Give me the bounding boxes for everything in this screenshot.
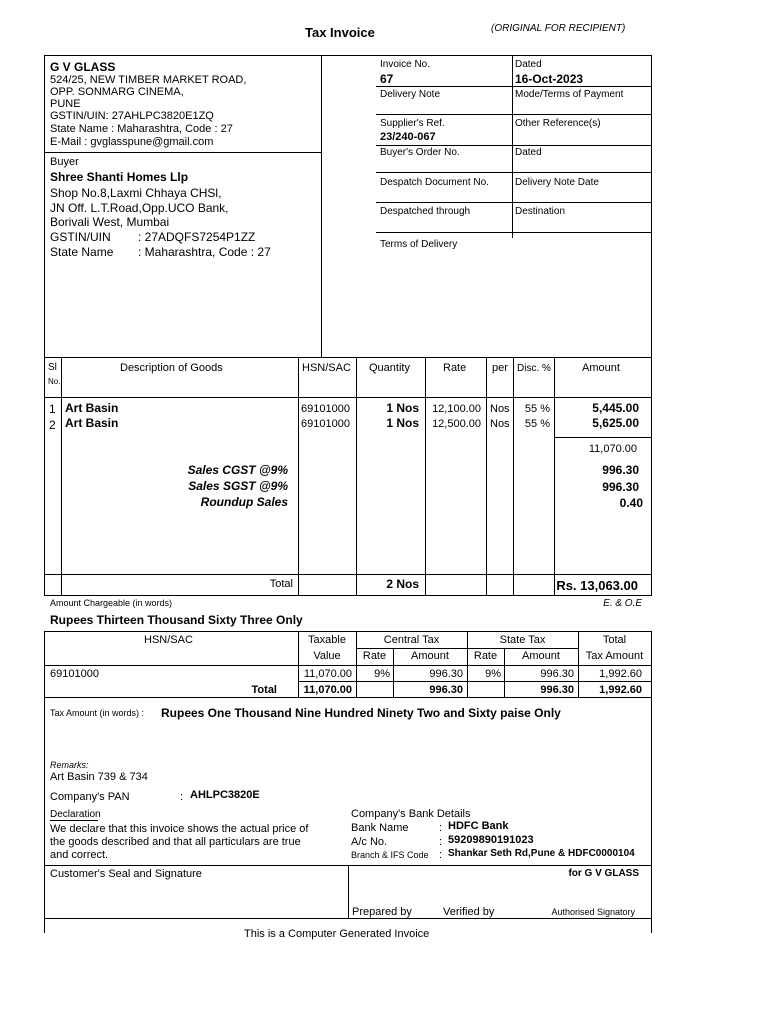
buyer-address-2: JN Off. L.T.Road,Opp.UCO Bank, bbox=[50, 201, 229, 215]
bank-name-value: HDFC Bank bbox=[448, 820, 509, 832]
item-quantity: 1 Nos bbox=[386, 416, 419, 430]
buyer-name: Shree Shanti Homes Llp bbox=[50, 170, 189, 184]
bank-ac-value: 59209890191023 bbox=[448, 834, 534, 846]
buyer-gstin-label: GSTIN/UIN bbox=[50, 230, 111, 244]
tax-row-c-rate: 9% bbox=[374, 668, 390, 680]
item-per: Nos bbox=[490, 403, 510, 415]
total-quantity: 2 Nos bbox=[386, 577, 419, 591]
item-description: Art Basin bbox=[65, 416, 119, 430]
pan-value: AHLPC3820E bbox=[190, 789, 260, 801]
dated2-label: Dated bbox=[515, 147, 542, 158]
pan-label: Company's PAN bbox=[50, 791, 130, 803]
bank-heading: Company's Bank Details bbox=[351, 808, 471, 820]
tax-total-taxable: 11,070.00 bbox=[303, 684, 352, 696]
invoice-no-label: Invoice No. bbox=[380, 59, 431, 70]
declaration-line-3: and correct. bbox=[50, 849, 109, 861]
bank-name-colon: : bbox=[439, 822, 443, 834]
buyer-gstin-value: : 27ADQFS7254P1ZZ bbox=[138, 230, 256, 244]
destination-label: Destination bbox=[515, 206, 566, 217]
suppliers-ref-label: Supplier's Ref. bbox=[380, 118, 445, 129]
tax-amount-cgst: 996.30 bbox=[602, 463, 639, 477]
authorised-signatory: Authorised Signatory bbox=[551, 907, 635, 917]
item-per: Nos bbox=[490, 418, 510, 430]
customer-seal-label: Customer's Seal and Signature bbox=[50, 868, 202, 880]
tax-col-central: Central Tax bbox=[383, 634, 440, 646]
invoice-title: Tax Invoice bbox=[305, 25, 375, 40]
item-hsn: 69101000 bbox=[301, 418, 350, 430]
buyer-state-value: : Maharashtra, Code : 27 bbox=[138, 245, 271, 259]
pan-colon: : bbox=[180, 791, 184, 803]
item-description: Art Basin bbox=[65, 401, 119, 415]
dated-label: Dated bbox=[515, 59, 542, 70]
tax-col-hsn: HSN/SAC bbox=[144, 634, 193, 646]
bank-branch-label: Branch & IFS Code bbox=[351, 850, 429, 860]
verified-by: Verified by bbox=[443, 906, 495, 918]
delivery-note-label: Delivery Note bbox=[380, 89, 441, 100]
for-company: for G V GLASS bbox=[568, 868, 639, 879]
col-no: No. bbox=[48, 377, 61, 386]
tax-label-cgst: Sales CGST @9% bbox=[187, 463, 288, 477]
tax-words: Rupees One Thousand Nine Hundred Ninety Two and Sixty paise Only bbox=[161, 706, 561, 720]
tax-total-s-amount: 996.30 bbox=[540, 684, 574, 696]
declaration-line-1: We declare that this invoice shows the actual price of bbox=[50, 823, 309, 835]
buyer-address-3: Borivali West, Mumbai bbox=[50, 215, 170, 229]
footer-note: This is a Computer Generated Invoice bbox=[244, 928, 430, 940]
despatched-through-label: Despatched through bbox=[380, 206, 471, 217]
subtotal: 11,070.00 bbox=[588, 443, 637, 455]
eoe-note: E. & O.E bbox=[603, 598, 642, 609]
tax-total-c-amount: 996.30 bbox=[429, 684, 463, 696]
buyer-address-1: Shop No.8,Laxmi Chhaya CHSl, bbox=[50, 186, 222, 200]
tax-amount-roundup: 0.40 bbox=[619, 496, 643, 510]
item-sl: 1 bbox=[49, 402, 56, 416]
item-rate: 12,100.00 bbox=[432, 403, 481, 415]
tax-row-taxable: 11,070.00 bbox=[303, 668, 352, 680]
tax-amount-sgst: 996.30 bbox=[602, 480, 639, 494]
col-sl: Sl bbox=[48, 362, 57, 373]
seller-email: E-Mail : gvglasspune@gmail.com bbox=[50, 136, 214, 148]
other-ref-label: Other Reference(s) bbox=[515, 118, 601, 129]
suppliers-ref: 23/240-067 bbox=[380, 131, 436, 143]
tax-col-value: Value bbox=[313, 650, 341, 662]
copy-note: (ORIGINAL FOR RECIPIENT) bbox=[491, 23, 626, 34]
tax-words-label: Tax Amount (in words) : bbox=[50, 708, 145, 718]
tax-row-hsn: 69101000 bbox=[50, 668, 99, 680]
item-quantity: 1 Nos bbox=[386, 401, 419, 415]
item-disc: 55 % bbox=[524, 403, 550, 415]
seller-name: G V GLASS bbox=[50, 60, 116, 74]
invoice-no: 67 bbox=[380, 72, 394, 86]
seller-address-3: PUNE bbox=[50, 98, 81, 110]
buyer-label: Buyer bbox=[50, 156, 79, 168]
tax-col-state: State Tax bbox=[499, 634, 546, 646]
item-amount: 5,625.00 bbox=[592, 416, 639, 430]
tax-col-s-rate: Rate bbox=[473, 650, 498, 662]
seller-address-1: 524/25, NEW TIMBER MARKET ROAD, bbox=[50, 74, 247, 86]
buyers-order-label: Buyer's Order No. bbox=[380, 147, 460, 158]
tax-row-s-amount: 996.30 bbox=[540, 668, 574, 680]
col-quantity: Quantity bbox=[369, 362, 410, 374]
amount-words: Rupees Thirteen Thousand Sixty Three Only bbox=[50, 613, 303, 627]
item-sl: 2 bbox=[49, 418, 56, 432]
item-disc: 55 % bbox=[524, 418, 550, 430]
delivery-note-date-label: Delivery Note Date bbox=[515, 177, 599, 188]
total-amount: Rs. 13,063.00 bbox=[556, 578, 638, 593]
bank-ac-label: A/c No. bbox=[351, 836, 388, 848]
col-per: per bbox=[492, 362, 508, 374]
seller-address-2: OPP. SONMARG CINEMA, bbox=[50, 86, 184, 98]
despatch-doc-label: Despatch Document No. bbox=[380, 177, 489, 188]
tax-col-s-amount: Amount bbox=[522, 650, 560, 662]
tax-col-taxable: Taxable bbox=[308, 634, 346, 646]
remarks-label: Remarks: bbox=[50, 760, 89, 770]
prepared-by: Prepared by bbox=[352, 906, 412, 918]
tax-label-roundup: Roundup Sales bbox=[200, 495, 288, 509]
declaration-line-2: the goods described and that all particulars are true bbox=[50, 836, 301, 848]
seller-state: State Name : Maharashtra, Code : 27 bbox=[50, 123, 233, 135]
tax-total-total: 1,992.60 bbox=[599, 684, 642, 696]
remarks-text: Art Basin 739 & 734 bbox=[50, 771, 148, 783]
tax-col-total: Total bbox=[602, 634, 627, 646]
tax-row-s-rate: 9% bbox=[485, 668, 501, 680]
bank-branch-value: Shankar Seth Rd,Pune & HDFC0000104 bbox=[448, 848, 635, 859]
col-rate: Rate bbox=[443, 362, 467, 374]
col-description: Description of Goods bbox=[120, 362, 223, 374]
bank-branch-colon: : bbox=[439, 849, 443, 861]
tax-row-c-amount: 996.30 bbox=[429, 668, 463, 680]
invoice-date: 16-Oct-2023 bbox=[515, 72, 584, 86]
item-hsn: 69101000 bbox=[301, 403, 350, 415]
buyer-state-label: State Name bbox=[50, 245, 114, 259]
tax-col-c-amount: Amount bbox=[411, 650, 449, 662]
col-disc: Disc. % bbox=[517, 363, 551, 374]
terms-delivery-label: Terms of Delivery bbox=[380, 239, 458, 250]
tax-col-tax-amount: Tax Amount bbox=[585, 650, 644, 662]
col-amount: Amount bbox=[582, 362, 620, 374]
declaration-label: Declaration bbox=[50, 809, 101, 820]
bank-ac-colon: : bbox=[439, 836, 443, 848]
tax-row-total: 1,992.60 bbox=[599, 668, 642, 680]
item-rate: 12,500.00 bbox=[432, 418, 481, 430]
total-label: Total bbox=[269, 578, 293, 590]
bank-name-label: Bank Name bbox=[351, 822, 409, 834]
seller-gstin: GSTIN/UIN: 27AHLPC3820E1ZQ bbox=[50, 110, 214, 122]
tax-col-c-rate: Rate bbox=[362, 650, 387, 662]
item-amount: 5,445.00 bbox=[592, 401, 639, 415]
tax-total-label: Total bbox=[251, 684, 277, 696]
col-hsn: HSN/SAC bbox=[302, 362, 351, 374]
amount-words-label: Amount Chargeable (in words) bbox=[50, 598, 173, 608]
mode-terms-label: Mode/Terms of Payment bbox=[515, 89, 624, 100]
tax-label-sgst: Sales SGST @9% bbox=[188, 479, 288, 493]
